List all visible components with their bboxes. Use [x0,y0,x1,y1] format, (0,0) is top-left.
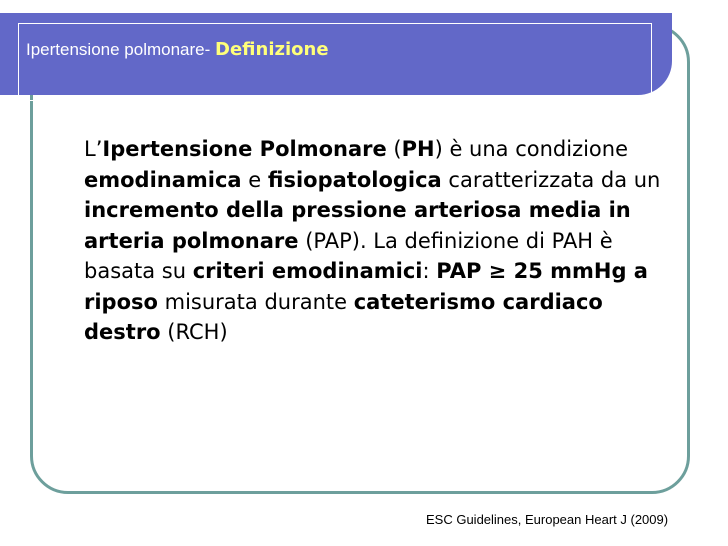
header-border [18,23,652,101]
title-prefix: Ipertensione polmonare- [26,40,216,59]
body-run-bold: incremento della pressione arteriosa media in arteria polmonare [84,198,631,253]
body-run: ( [386,137,402,161]
body-run: L’ [84,137,103,161]
body-run-bold: Ipertensione Polmonare [102,137,387,161]
body-run: e [241,167,268,192]
body-run-bold: emodinamica [84,167,242,192]
citation: ESC Guidelines, European Heart J (2009) [426,512,669,527]
body-run-bold: cateterismo cardiaco destro [84,289,603,344]
body-run-bold: criteri emodinamici [192,259,423,283]
slide-title [26,39,329,60]
body-run: : [422,259,437,283]
body-run: (PAP). La definizione di PAH è basata su [84,228,613,283]
body-run: (RCH) [160,320,228,344]
header-band [0,13,672,95]
title-main: Definizione [215,39,329,60]
body-run: caratterizzata da un [441,167,661,192]
definition-paragraph [84,134,664,348]
body-run-bold: PH [401,137,435,161]
body-run-bold: PAP ≥ 25 mmHg a riposo [84,259,648,314]
body-run-bold: fisiopatologica [267,167,442,192]
body-run: misurata durante [157,289,354,314]
body-run: ) è una condizione [434,137,629,161]
